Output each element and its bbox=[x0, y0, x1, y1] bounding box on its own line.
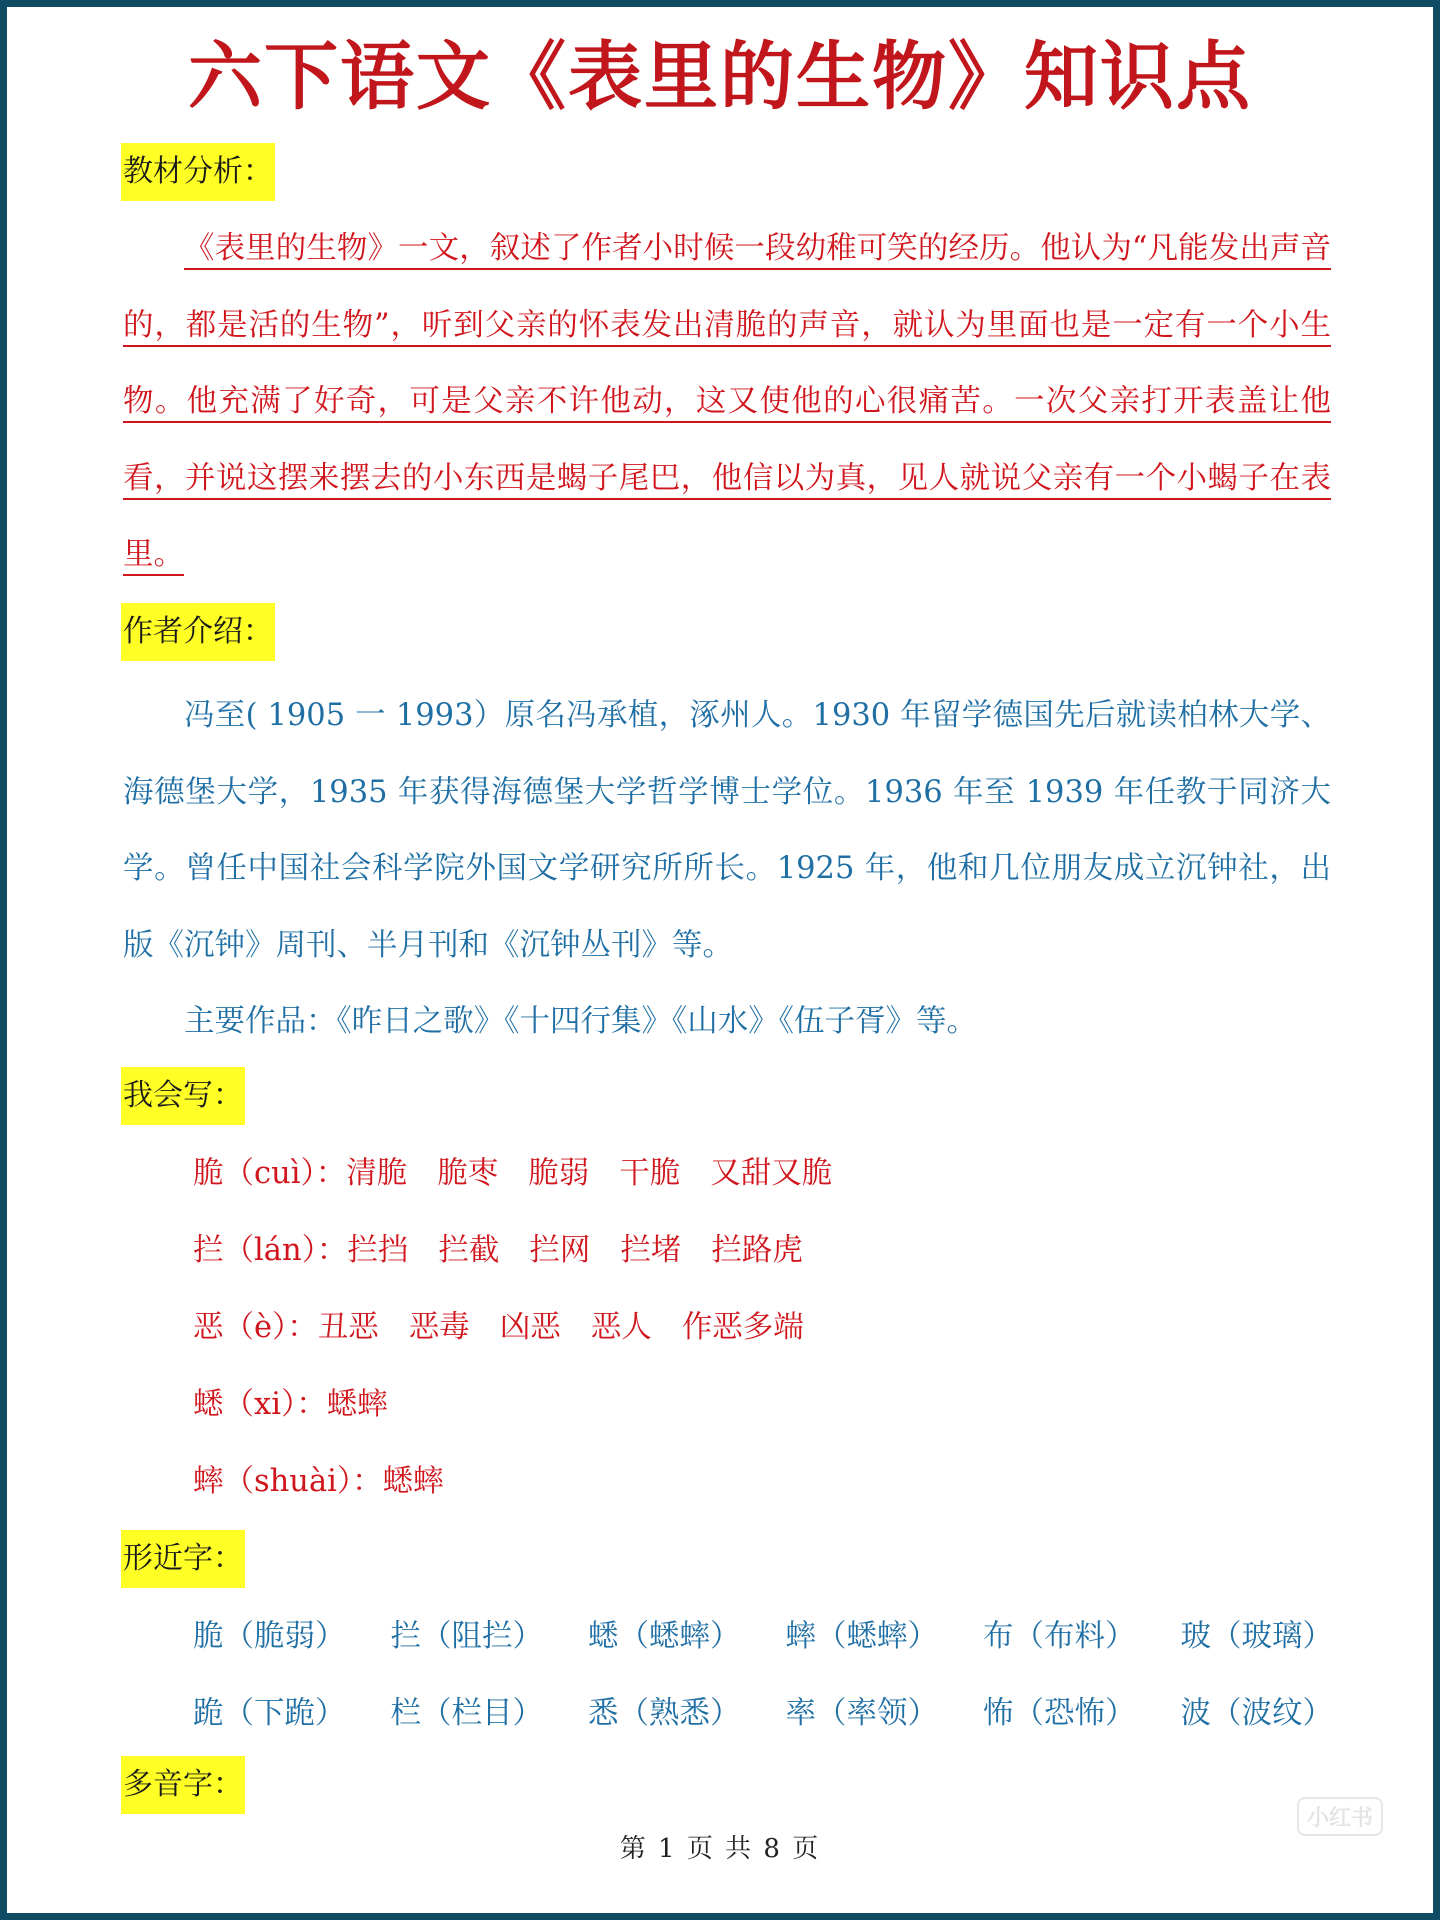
similar-item: 拦（阻拦） bbox=[390, 1619, 543, 1654]
writing-head: 拦（lán）： bbox=[193, 1233, 348, 1268]
writing-row-lan bbox=[193, 1221, 833, 1281]
page-title: 六下语文《表里的生物》知识点 bbox=[188, 34, 1252, 120]
writing-word: 丑恶 bbox=[317, 1310, 379, 1345]
writing-word: 拦挡 bbox=[347, 1233, 409, 1268]
similar-item: 脆（脆弱） bbox=[193, 1619, 346, 1654]
similar-item: 蟋（蟋蟀） bbox=[588, 1619, 741, 1654]
writing-head: 脆（cuì）： bbox=[193, 1156, 347, 1191]
similar-item: 蟀（蟋蟀） bbox=[785, 1619, 938, 1654]
similar-item: 栏（栏目） bbox=[390, 1696, 543, 1731]
writing-head: 恶（è）： bbox=[193, 1310, 318, 1345]
similar-item: 率（率领） bbox=[785, 1696, 938, 1731]
similar-item: 布（布料） bbox=[983, 1619, 1136, 1654]
writing-word: 凶恶 bbox=[499, 1310, 561, 1345]
writing-word: 干脆 bbox=[619, 1156, 681, 1191]
heading-analysis: 教材分析： bbox=[121, 143, 275, 201]
writing-row-e bbox=[193, 1298, 834, 1358]
writing-word: 恶人 bbox=[590, 1310, 652, 1345]
analysis-text: 《表里的生物》一文，叙述了作者小时候一段幼稚可笑的经历。他认为“凡能发出声音的，都是活的生物”，听到父亲的怀表发出清脆的声音，就认为里面也是一定有一个小生物。他充满了好奇，可是父亲不许他动，这又使他的心很痛苦。一次父亲打开表盖让他看，并说这摆来摆去的小东西是蝎子尾巴，他信以为真，见人就说父亲有一个小蝎子在表里。 bbox=[123, 231, 1331, 572]
similar-item: 怖（恐怖） bbox=[983, 1696, 1136, 1731]
writing-head: 蟋（xi）： bbox=[193, 1387, 327, 1422]
writing-word: 拦截 bbox=[438, 1233, 500, 1268]
writing-word: 脆弱 bbox=[528, 1156, 590, 1191]
writing-word: 作恶多端 bbox=[681, 1310, 804, 1345]
writing-word: 又甜又脆 bbox=[710, 1156, 833, 1191]
similar-row-1 bbox=[193, 1607, 1333, 1667]
writing-word: 拦堵 bbox=[620, 1233, 682, 1268]
similar-item: 跪（下跪） bbox=[193, 1696, 346, 1731]
similar-row-2 bbox=[193, 1684, 1333, 1744]
author-paragraph: 冯至( 1905 一 1993）原名冯承植，涿州人。1930 年留学德国先后就读柏林大学、海德堡大学，1935 年获得海德堡大学哲学博士学位。1936 年至 1939 年任教于同济大学。曾任中国社会科学院外国文学研究所所长。1925 年，他和几位朋友成立沉钟社，出版《沉钟》周刊、半月刊和《沉钟丛刊》等。 bbox=[123, 698, 1331, 963]
writing-word: 拦路虎 bbox=[711, 1233, 803, 1268]
writing-word: 脆枣 bbox=[437, 1156, 499, 1191]
analysis-paragraph bbox=[123, 211, 1331, 594]
writing-word: 拦网 bbox=[529, 1233, 591, 1268]
page-number-footer: 第 1 页 共 8 页 bbox=[619, 1834, 821, 1864]
author-works: 主要作品：《昨日之歌》《十四行集》《山水》《伍子胥》等。 bbox=[184, 1004, 977, 1039]
heading-polyphonic: 多音字： bbox=[121, 1756, 245, 1814]
similar-item: 波（波纹） bbox=[1180, 1696, 1333, 1731]
writing-word: 清脆 bbox=[346, 1156, 408, 1191]
writing-row-cui bbox=[193, 1144, 862, 1204]
heading-writing: 我会写： bbox=[121, 1067, 245, 1125]
writing-word: 蟋蟀 bbox=[326, 1387, 388, 1422]
heading-similar: 形近字： bbox=[121, 1530, 245, 1588]
heading-author: 作者介绍： bbox=[121, 603, 275, 661]
writing-row-shuai bbox=[193, 1452, 474, 1512]
writing-head: 蟀（shuài）： bbox=[193, 1464, 383, 1499]
writing-row-xi bbox=[193, 1375, 418, 1435]
similar-item: 悉（熟悉） bbox=[588, 1696, 741, 1731]
writing-word: 蟋蟀 bbox=[382, 1464, 444, 1499]
document-page bbox=[7, 7, 1433, 1913]
similar-item: 玻（玻璃） bbox=[1180, 1619, 1333, 1654]
watermark-logo: 小红书 bbox=[1297, 1797, 1383, 1836]
writing-word: 恶毒 bbox=[408, 1310, 470, 1345]
